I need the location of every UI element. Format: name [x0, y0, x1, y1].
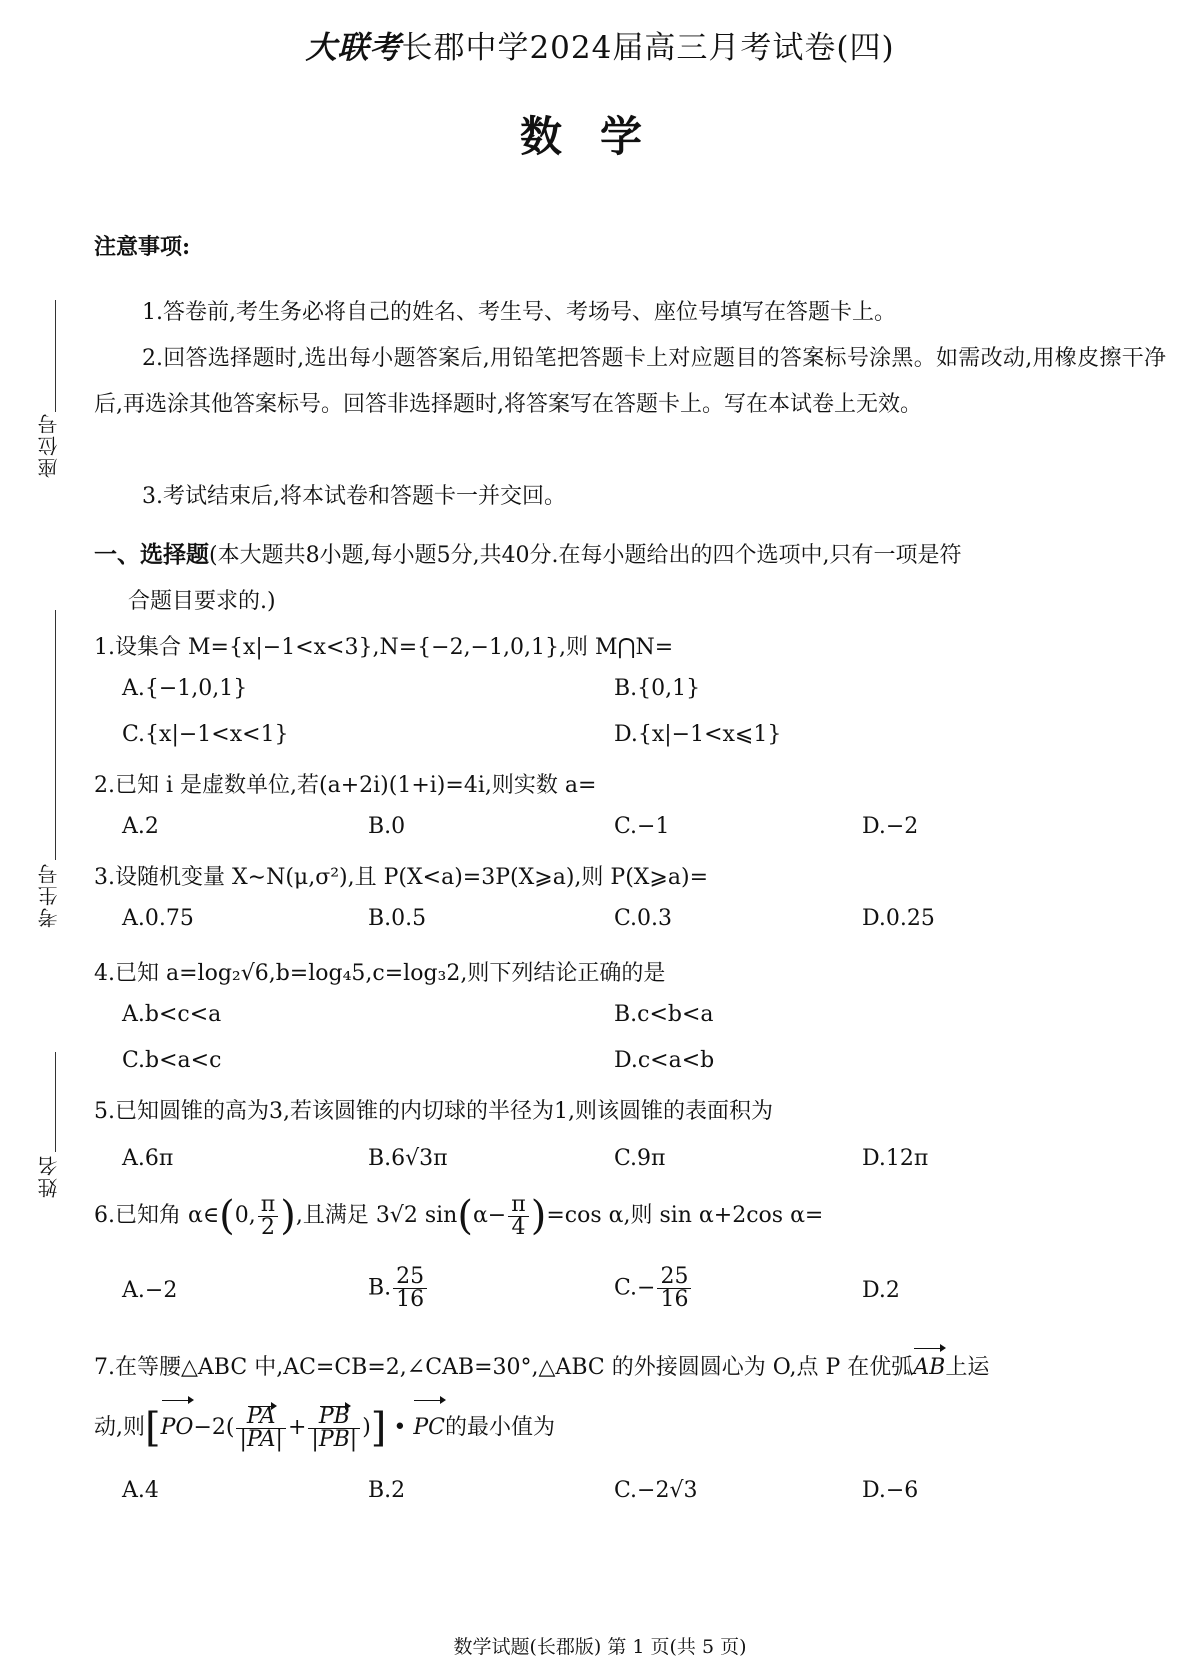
- notice-item: 3.考试结束后,将本试卷和答题卡一并交回。: [142, 484, 566, 509]
- option: B.2: [368, 1478, 406, 1503]
- paren-open: (: [457, 1193, 473, 1239]
- paren-close: ): [530, 1193, 547, 1239]
- frac-den: 16: [660, 1287, 689, 1312]
- frac-num: [308, 1403, 360, 1429]
- notice-item: 2.回答选择题时,选出每小题答案后,用铅笔把答题卡上对应题目的答案标号涂黑。如需改动,用橡皮擦干净后,再选涂其他答案标号。回答非选择题时,将答案写在答题卡上。写在本试卷上无效。: [94, 346, 1166, 417]
- page-footer: 数学试题(长郡版) 第 1 页(共 5 页): [453, 1636, 747, 1658]
- option: A.2: [122, 814, 159, 839]
- option: D.2: [862, 1278, 900, 1303]
- frac-den: 2: [260, 1214, 275, 1240]
- bracket-open: [: [145, 1405, 161, 1451]
- dot-product: •: [386, 1415, 414, 1440]
- frac-den: 16: [396, 1287, 425, 1312]
- q7-minus2: −2(: [193, 1415, 235, 1440]
- q6-stem-pre: 6.已知角 α∈: [94, 1203, 220, 1228]
- option: D.−6: [862, 1478, 919, 1503]
- fraction-pi-2: [258, 1191, 278, 1240]
- vector-pc: PC: [413, 1400, 445, 1456]
- q6-alpha-minus: α−: [472, 1203, 507, 1228]
- paren-close: ): [280, 1193, 296, 1239]
- question-4: 4.已知 a=log₂√6,b=log₄5,c=log₃2,则下列结论正确的是: [94, 961, 666, 986]
- frac-num: 25: [393, 1266, 427, 1289]
- name-label: 姓名: [37, 1154, 61, 1198]
- subject-title: 数学: [519, 112, 680, 161]
- option: A.4: [122, 1478, 159, 1503]
- option: B.6√3π: [368, 1146, 448, 1171]
- option: D.c<a<b: [614, 1048, 715, 1073]
- question-3: 3.设随机变量 X∼N(μ,σ²),且 P(X<a)=3P(X⩾a),则 P(X⩾a)=: [94, 865, 709, 890]
- vector-pa: PA: [246, 1403, 276, 1429]
- option: C.−2√3: [614, 1478, 698, 1503]
- exam-no-line: [55, 610, 56, 860]
- option: D.0.25: [862, 906, 935, 931]
- option: C.9π: [614, 1146, 666, 1171]
- vector-pb: PB: [318, 1403, 350, 1429]
- bracket-close: ]: [370, 1405, 387, 1451]
- option: B.0.5: [368, 906, 427, 931]
- name-line: [55, 1052, 56, 1152]
- q6-interval-left: 0,: [234, 1203, 256, 1228]
- paren-close: ): [362, 1415, 371, 1440]
- question-1: 1.设集合 M={x|−1<x<3},N={−2,−1,0,1},则 M⋂N=: [94, 635, 674, 660]
- option: A.6π: [122, 1146, 174, 1171]
- question-7-line2: [94, 1400, 1166, 1456]
- question-2: 2.已知 i 是虚数单位,若(a+2i)(1+i)=4i,则实数 a=: [94, 773, 597, 798]
- option: A.b<c<a: [122, 1002, 222, 1027]
- question-6: [94, 1190, 1166, 1242]
- fraction-option-b: [393, 1266, 427, 1311]
- option: A.−2: [122, 1278, 178, 1303]
- option: C.{x|−1<x<1}: [122, 722, 289, 747]
- option: D.−2: [862, 814, 919, 839]
- fraction-pa: [236, 1403, 286, 1452]
- title-text: 长郡中学2024届高三月考试卷(四): [401, 30, 895, 66]
- option: B.c<b<a: [614, 1002, 714, 1027]
- option: C.b<a<c: [122, 1048, 222, 1073]
- option-letter: C.−: [614, 1275, 656, 1301]
- q7-line2-start: 动,则: [94, 1415, 145, 1440]
- notice-item: 1.答卷前,考生务必将自己的姓名、考生号、考场号、座位号填写在答题卡上。: [142, 300, 896, 325]
- fraction-pi-4: [508, 1191, 528, 1240]
- frac-num: [236, 1403, 286, 1429]
- q7-line2-end: 的最小值为: [445, 1415, 556, 1440]
- option: B.{0,1}: [614, 676, 701, 701]
- vector-po: PO: [161, 1400, 194, 1456]
- section-desc: (本大题共8小题,每小题5分,共40分.在每小题给出的四个选项中,只有一项是符: [209, 543, 962, 568]
- plus-sign: +: [287, 1415, 307, 1440]
- arc-ab: AB: [913, 1348, 945, 1388]
- q6-stem-mid: ,且满足 3√2 sin: [295, 1203, 458, 1228]
- section-heading: [94, 532, 1166, 625]
- frac-num: 25: [657, 1266, 691, 1289]
- fraction-pb: [308, 1403, 360, 1452]
- option-letter: B.: [368, 1275, 392, 1301]
- option-b: [368, 1266, 429, 1311]
- exam-no-label: 考生号: [37, 862, 61, 928]
- option: C.0.3: [614, 906, 673, 931]
- frac-num: π: [258, 1194, 278, 1217]
- option-c: [614, 1266, 693, 1311]
- frac-den: 4: [511, 1214, 526, 1240]
- section-title: 一、选择题: [94, 541, 209, 568]
- paren-open: (: [219, 1193, 235, 1239]
- frac-den: |PA|: [239, 1426, 283, 1452]
- option: A.0.75: [122, 906, 194, 931]
- option: C.−1: [614, 814, 670, 839]
- option: A.{−1,0,1}: [122, 676, 248, 701]
- question-5: 5.已知圆锥的高为3,若该圆锥的内切球的半径为1,则该圆锥的表面积为: [94, 1099, 773, 1124]
- question-7-line1: [94, 1348, 1166, 1388]
- options-q6: [122, 1266, 1166, 1326]
- option: D.12π: [862, 1146, 929, 1171]
- frac-den: |PB|: [311, 1426, 358, 1452]
- fraction-option-c: [657, 1266, 691, 1311]
- frac-num: π: [508, 1194, 528, 1217]
- option: B.0: [368, 814, 406, 839]
- seat-label: 座位号: [37, 412, 61, 478]
- q7-text-tail: 上运: [945, 1355, 990, 1380]
- section-desc-cont: 合题目要求的.): [128, 589, 276, 614]
- seat-line: [55, 300, 56, 412]
- q7-text: 7.在等腰△ABC 中,AC=CB=2,∠CAB=30°,△ABC 的外接圆圆心为 O,点 P 在优弧: [94, 1355, 914, 1380]
- option: D.{x|−1<x⩽1}: [614, 722, 782, 747]
- exam-title: [0, 22, 1200, 67]
- notice-heading: 注意事项:: [94, 234, 191, 260]
- brand-label: 大联考: [305, 30, 402, 66]
- q6-stem-post: =cos α,则 sin α+2cos α=: [546, 1203, 824, 1228]
